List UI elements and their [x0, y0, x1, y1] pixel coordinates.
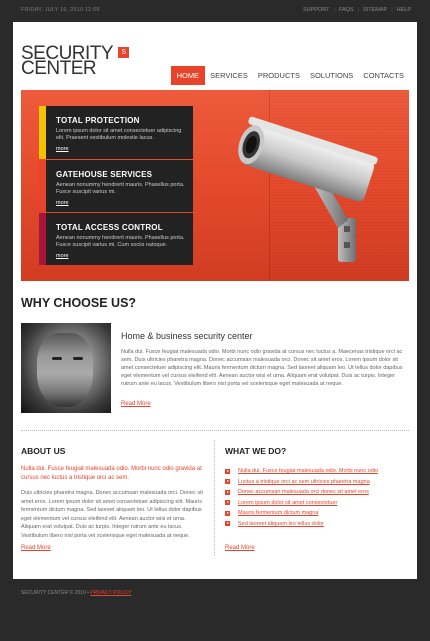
- help-link[interactable]: HELP: [396, 7, 411, 13]
- faqs-link[interactable]: FAQS: [338, 7, 354, 13]
- list-item[interactable]: Sed laoreet aliquam leo tellus dolor: [225, 519, 410, 530]
- bullet-arrow-icon: [225, 490, 230, 495]
- portrait-face: [37, 333, 93, 407]
- security-camera-icon: [226, 108, 396, 268]
- bullet-arrow-icon: [225, 511, 230, 516]
- support-link[interactable]: SUPPORT: [302, 7, 330, 13]
- about-intro: Nulla dui. Fusce feugiat malesuada odio. Morbi nunc odio gravida at cursus nec luctus a tristique orci ac sem.: [21, 466, 202, 481]
- portrait-eye: [52, 357, 62, 360]
- feature-desc: Aenean nonummy hendrerit mauris. Phasellus porta. Fusce suscipit varius mi. Cum sociis natoque.: [56, 235, 185, 248]
- feature-title: TOTAL ACCESS CONTROL: [56, 223, 163, 232]
- portrait-eye: [73, 357, 83, 360]
- copyright-text: SECURITY CENTER © 2010 •: [21, 590, 89, 596]
- footer: [21, 590, 131, 596]
- about-read-more-link[interactable]: Read More: [21, 545, 51, 551]
- feature-box-access-control[interactable]: [39, 213, 193, 265]
- services-list: [225, 466, 410, 529]
- why-read-more-link[interactable]: Read More: [121, 401, 151, 407]
- list-item[interactable]: Donec accumsan malesuada orci donec sit amet eros: [225, 487, 410, 498]
- list-item[interactable]: Luctus a tristique orci ac sem ultricies pharetra magna: [225, 477, 410, 488]
- logo-line-1: SECURITY: [21, 43, 114, 64]
- feature-box-protection[interactable]: [39, 106, 193, 159]
- feature-desc: Aenean nonummy hendrerit mauris. Phasellus porta. Fusce suscipit varius mi.: [56, 182, 185, 195]
- feature-accent: [39, 160, 46, 212]
- main-nav: [171, 66, 409, 85]
- privacy-policy-link[interactable]: PRIVACY POLICY: [90, 590, 132, 596]
- bullet-arrow-icon: [225, 469, 230, 474]
- bullet-arrow-icon: [225, 500, 230, 505]
- nav-contacts[interactable]: CONTACTS: [363, 71, 404, 80]
- nav-home[interactable]: HOME: [171, 66, 206, 85]
- list-item[interactable]: Lorem ipsum dolor sit amet consectetuer: [225, 498, 410, 509]
- nav-solutions[interactable]: SOLUTIONS: [309, 71, 354, 80]
- utility-links: SUPPORT | FAQS | SITEMAP | HELP: [302, 7, 411, 13]
- current-date: FRIDAY, JULY 16, 2010 12:08: [21, 7, 100, 13]
- section-body: Nulla dui. Fusce feugiat malesuada odio. Morbi nunc odio gravida at cursus nec luctus a. Maecenas tristique orci ac sem. Duis ultricies pharetra magna. Donec accumsan malesuada orci. Donec sit amet eros. Lorem ipsum dolor sit amet consectetuer adipiscing elit. Mauris fermentum dictum magna. Sed laoreet aliquam leo. Ut tellus dolor dapibus eget elementum vel cursus eleifend elit. Aenean auctor wisi et urna. Aliquam erat volutpat. Duis ac turpis. Integer rutrum ante eu lacus. Vestibulum libero nisl porta vel scelerisque eget malesuada at neque.: [121, 349, 403, 387]
- section-divider: [21, 430, 409, 431]
- what-we-do-read-more-link[interactable]: Read More: [225, 545, 255, 551]
- feature-more-link[interactable]: more: [56, 200, 69, 206]
- column-divider: [214, 440, 215, 555]
- logo-line-2: CENTER: [21, 58, 97, 79]
- sitemap-link[interactable]: SITEMAP: [363, 7, 388, 13]
- list-item[interactable]: Mauris fermentum dictum magna: [225, 508, 410, 519]
- feature-accent: [39, 106, 46, 159]
- about-heading: ABOUT US: [21, 446, 66, 456]
- nav-products[interactable]: PRODUCTS: [257, 71, 300, 80]
- section-subtitle: Home & business security center: [121, 331, 253, 341]
- what-we-do-heading: WHAT WE DO?: [225, 446, 287, 456]
- feature-desc: Lorem ipsum dolor sit amet consectetuer adipiscing elit. Praesent vestibulum molestie lacus.: [56, 128, 182, 141]
- hero-banner: [21, 90, 409, 281]
- nav-services[interactable]: SERVICES: [210, 71, 248, 80]
- portrait-photo: [21, 323, 111, 413]
- feature-more-link[interactable]: more: [56, 253, 69, 259]
- page-container: [13, 22, 417, 579]
- top-bar: [0, 0, 430, 22]
- feature-box-gatehouse[interactable]: [39, 160, 193, 212]
- feature-more-link[interactable]: more: [56, 146, 69, 152]
- feature-title: GATEHOUSE SERVICES: [56, 170, 153, 179]
- bullet-arrow-icon: [225, 479, 230, 484]
- about-body: Duis ultricies pharetra magna. Donec accumsan malesuada orci. Donec sit amet eros. Lorem ipsum dolor sit amet consectetuer adipiscing elit. Mauris fermentum dictum magna. Sed laoreet aliquam leo. Ut tellus dolor dapibus eget elementum vel cursus eleifend elit. Aenean auctor wisi et urna. Aliquam erat volutpat. Duis ac turpis. Integer rutrum ante eu lacus. Vestibulum libero nisl porta vel scelerisque eget malesuada at neque.: [21, 490, 203, 539]
- why-heading: WHY CHOOSE US?: [21, 296, 137, 310]
- logo-badge: S: [118, 47, 129, 58]
- feature-title: TOTAL PROTECTION: [56, 116, 140, 125]
- list-item[interactable]: Nulla dui. Fusce feugiat malesuada odio. Morbi nunc odio: [225, 466, 410, 477]
- feature-accent: [39, 213, 46, 265]
- site-logo[interactable]: [21, 43, 126, 79]
- bullet-arrow-icon: [225, 521, 230, 526]
